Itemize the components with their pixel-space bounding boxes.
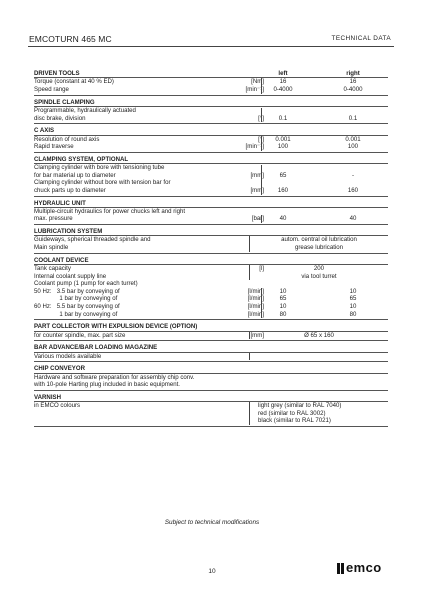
spec-row [34, 273, 388, 281]
value-right: 0-4000 [343, 85, 363, 93]
section-part-collector [34, 323, 388, 341]
section-c-axis [34, 127, 388, 153]
section-header [34, 323, 388, 331]
spec-unit: [°] [258, 114, 264, 122]
section-title: CHIP CONVEYOR [34, 365, 86, 373]
section-header [34, 200, 388, 208]
logo-text: emco [346, 560, 382, 575]
spec-unit: [l/min] [247, 295, 264, 303]
section-varnish [34, 394, 388, 427]
spec-text [34, 410, 388, 418]
spec-label: 1 bar by conveying of [34, 295, 118, 303]
spec-label: 60 Hz: 5.5 bar by conveying of [34, 303, 120, 311]
spec-label: 50 Hz: 3.5 bar by conveying of [34, 287, 120, 295]
section-title: LUBRICATION SYSTEM [34, 228, 103, 236]
spec-text [34, 164, 388, 172]
value-right: 100 [347, 143, 359, 151]
spec-label: 1 bar by conveying of [34, 310, 118, 318]
spec-label: Clamping cylinder without bore with tension bar for [34, 179, 171, 187]
value-right: 16 [349, 78, 357, 86]
spec-unit: [mm] [250, 186, 264, 194]
spec-text [34, 374, 388, 382]
section-driven-tools [34, 70, 388, 96]
spec-row [34, 288, 388, 296]
spec-text [34, 107, 388, 115]
value-left: 160 [277, 186, 289, 194]
value-right: 160 [347, 186, 359, 194]
spec-unit: [mm] [250, 331, 264, 339]
spec-label: Programmable, hydraulically actuated [34, 106, 136, 114]
value-both: 200 [313, 265, 325, 273]
value-left: 65 [279, 295, 287, 303]
spec-label: in EMCO colours [34, 402, 81, 410]
section-title: SPINDLE CLAMPING [34, 98, 95, 106]
spec-label: Main spindle [34, 244, 69, 252]
column-left-header: left [278, 70, 288, 77]
value-left: 80 [279, 310, 287, 318]
spec-label: disc brake, division [34, 114, 86, 122]
column-divider [249, 332, 250, 340]
spec-label: max. pressure [34, 215, 73, 223]
spec-row [34, 295, 388, 303]
section-header [34, 344, 388, 352]
spec-unit: [min⁻¹] [245, 85, 264, 93]
document-model-title: EMCOTURN 465 MC [29, 34, 112, 44]
spec-unit: [l/min] [247, 303, 264, 311]
value-both: black (similar to RAL 7021) [258, 417, 331, 425]
spec-unit: [min⁻¹] [245, 143, 264, 151]
spec-row [34, 265, 388, 273]
section-title: CLAMPING SYSTEM, OPTIONAL [34, 155, 129, 163]
column-divider [249, 244, 250, 252]
spec-label: Speed range [34, 85, 69, 93]
spec-row [34, 236, 388, 244]
section-title: COOLANT DEVICE [34, 256, 89, 264]
column-right-header: right [346, 70, 360, 77]
value-both: Ø 65 x 160 [304, 331, 334, 339]
value-both: autom. central oil lubrication [281, 236, 357, 244]
spec-unit: [Nm] [251, 78, 264, 86]
spec-row [34, 332, 388, 340]
value-left: 65 [279, 171, 287, 179]
spec-text [34, 381, 388, 389]
spec-label: for bar material up to diameter [34, 171, 116, 179]
spec-label: Hardware and software preparation for assembly chip conv. [34, 373, 195, 381]
document-section-title: TECHNICAL DATA [331, 35, 391, 42]
spec-row [34, 215, 388, 223]
spec-label: Internal coolant supply line [34, 272, 107, 280]
spec-row [34, 78, 388, 86]
spec-row [34, 86, 388, 94]
spec-unit: [mm] [250, 171, 264, 179]
value-right: 10 [349, 287, 357, 295]
spec-row [34, 172, 388, 180]
section-header [34, 365, 388, 373]
spec-label: Various models available [34, 352, 102, 360]
section-header [34, 127, 388, 135]
spec-label: Torque (constant at 40 % ED) [34, 78, 114, 86]
spec-unit: [l/min] [247, 310, 264, 318]
section-hydraulic-unit [34, 200, 388, 226]
value-both: grease lubrication [294, 244, 344, 252]
spec-text [34, 417, 388, 425]
spec-label: Multiple-circuit hydraulics for power chucks left and right [34, 207, 186, 215]
section-title: VARNISH [34, 393, 61, 401]
spec-label: Coolant pump (1 pump for each turret) [34, 280, 138, 288]
value-both: via tool turret [301, 272, 337, 280]
value-right: 0.001 [345, 135, 361, 143]
value-right: 65 [349, 295, 357, 303]
value-both: light grey (similar to RAL 7040) [258, 402, 342, 410]
section-lubrication-system [34, 228, 388, 254]
section-header [34, 99, 388, 107]
spec-label: for counter spindle, max. part size [34, 331, 126, 339]
spec-unit: [l] [259, 265, 264, 273]
value-left: 10 [279, 287, 287, 295]
value-right: 40 [349, 215, 357, 223]
spec-unit: [l/min] [247, 287, 264, 295]
spec-row [34, 187, 388, 195]
section-clamping-system [34, 156, 388, 197]
spec-row [34, 402, 388, 410]
section-title: PART COLLECTOR WITH EXPULSION DEVICE (OPTION) [34, 323, 198, 331]
section-header [34, 156, 388, 164]
spec-row [34, 115, 388, 123]
value-right: - [351, 171, 355, 179]
spec-text [34, 353, 388, 361]
value-left: 0.1 [278, 114, 288, 122]
spec-text [34, 208, 388, 216]
spec-label: Tank capacity [34, 265, 71, 273]
section-coolant-device [34, 257, 388, 321]
value-left: 0.001 [275, 135, 291, 143]
spec-row [34, 143, 388, 151]
footnote: Subject to technical modifications [164, 519, 260, 526]
section-header [34, 394, 388, 402]
spec-row [34, 244, 388, 252]
spec-label: Rapid traverse [34, 143, 74, 151]
section-header [34, 228, 388, 236]
spec-label: with 10-pole Harting plug included in basic equipment. [34, 381, 181, 389]
page-number: 10 [208, 568, 216, 575]
technical-data-table [34, 70, 388, 430]
section-spindle-clamping [34, 99, 388, 125]
spec-label: Clamping cylinder with bore with tensioning tube [34, 164, 165, 172]
value-left: 10 [279, 303, 287, 311]
section-title: DRIVEN TOOLS [34, 70, 80, 77]
column-divider [249, 353, 250, 361]
spec-row [34, 303, 388, 311]
section-header [34, 257, 388, 265]
value-right: 10 [349, 303, 357, 311]
spec-label: Guideways, spherical threaded spindle and [34, 236, 151, 244]
spec-label: chuck parts up to diameter [34, 186, 106, 194]
section-title: BAR ADVANCE/BAR LOADING MAGAZINE [34, 344, 158, 352]
spec-unit: [°] [258, 135, 264, 143]
column-divider [249, 265, 250, 273]
value-right: 80 [349, 310, 357, 318]
value-left: 0-4000 [273, 85, 293, 93]
spec-row [34, 136, 388, 144]
section-chip-conveyor [34, 365, 388, 391]
column-divider [249, 273, 250, 281]
section-title: C AXIS [34, 127, 55, 135]
header-rule [28, 46, 394, 47]
value-left: 16 [279, 78, 287, 86]
section-header [34, 70, 388, 78]
spec-unit: [bar] [251, 215, 264, 223]
spec-row [34, 311, 388, 319]
spec-label: Resolution of round axis [34, 135, 100, 143]
value-left: 40 [279, 215, 287, 223]
value-left: 100 [277, 143, 289, 151]
logo-mark-icon [337, 563, 344, 574]
section-bar-advance [34, 344, 388, 362]
column-divider [249, 236, 250, 244]
section-title: HYDRAULIC UNIT [34, 199, 86, 207]
value-right: 0.1 [348, 114, 358, 122]
value-both: red (similar to RAL 3002) [258, 409, 326, 417]
spec-text [34, 179, 388, 187]
emco-logo [337, 562, 382, 574]
spec-text [34, 280, 388, 288]
